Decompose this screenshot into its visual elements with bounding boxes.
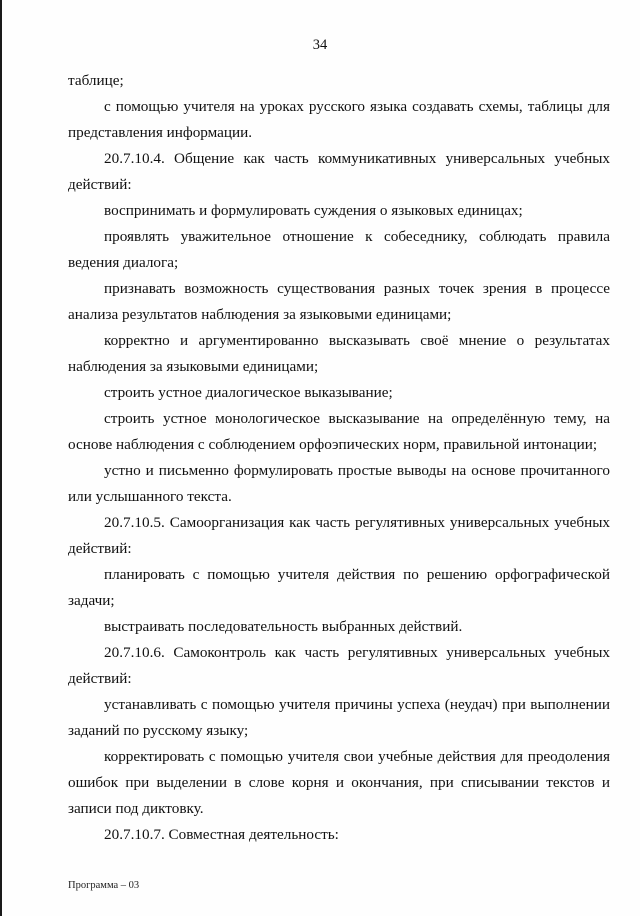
- paragraph: выстраивать последовательность выбранных действий.: [104, 618, 463, 635]
- paragraph: планировать с помощью учителя действия по решению орфографической задачи;: [68, 566, 610, 609]
- document-body: [68, 68, 610, 848]
- paragraph: с помощью учителя на уроках русского языка создавать схемы, таблицы для представления информации.: [68, 98, 610, 141]
- paragraph: строить устное диалогическое выказывание;: [104, 384, 393, 401]
- paragraph: устанавливать с помощью учителя причины успеха (неудач) при выполнении заданий по русскому языку;: [68, 696, 610, 739]
- section-heading-paragraph: 20.7.10.7. Совместная деятельность:: [104, 826, 339, 843]
- paragraph: корректировать с помощью учителя свои учебные действия для преодоления ошибок при выделении в слове корня и окончания, при списывании текстов и записи под диктовку.: [68, 748, 610, 817]
- section-heading-paragraph: 20.7.10.5. Самоорганизация как часть регулятивных универсальных учебных действий:: [68, 514, 610, 557]
- scan-edge: [0, 0, 2, 916]
- paragraph: строить устное монологическое высказывание на определённую тему, на основе наблюдения с соблюдением орфоэпических норм, правильной интонации;: [68, 410, 610, 453]
- footer-label: Программа – 03: [68, 880, 140, 891]
- paragraph: таблице;: [68, 72, 124, 89]
- section-heading-paragraph: 20.7.10.4. Общение как часть коммуникативных универсальных учебных действий:: [68, 150, 610, 193]
- paragraph: признавать возможность существования разных точек зрения в процессе анализа результатов наблюдения за языковыми единицами;: [68, 280, 610, 323]
- section-heading-paragraph: 20.7.10.6. Самоконтроль как часть регулятивных универсальных учебных действий:: [68, 644, 610, 687]
- paragraph: устно и письменно формулировать простые выводы на основе прочитанного или услышанного текста.: [68, 462, 610, 505]
- paragraph: корректно и аргументированно высказывать своё мнение о результатах наблюдения за языковыми единицами;: [68, 332, 610, 375]
- paragraph: воспринимать и формулировать суждения о языковых единицах;: [104, 202, 523, 219]
- page-number: 34: [312, 37, 328, 53]
- paragraph: проявлять уважительное отношение к собеседнику, соблюдать правила ведения диалога;: [68, 228, 610, 271]
